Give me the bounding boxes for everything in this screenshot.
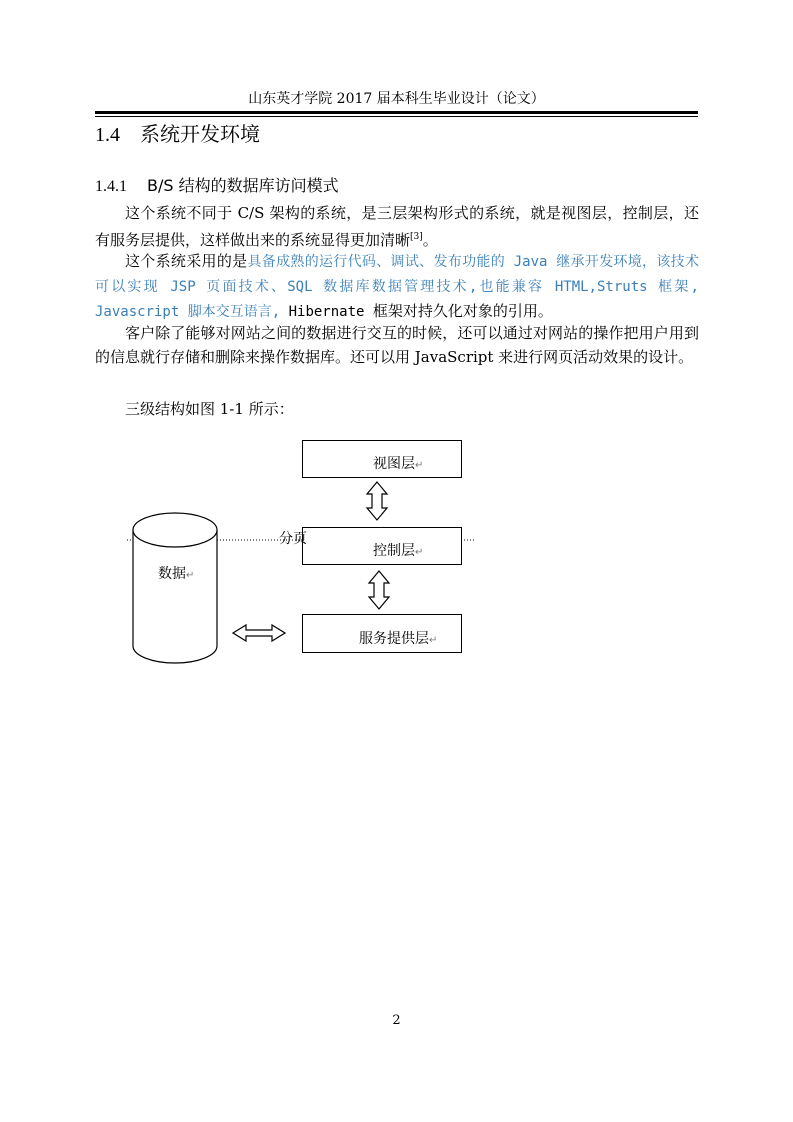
page-number: 2 xyxy=(392,1013,401,1028)
service-layer-label: 服务提供层 xyxy=(359,631,429,647)
database-cylinder xyxy=(133,513,217,663)
arrow-control-service xyxy=(369,571,389,609)
paragraph-1-end: 。 xyxy=(422,231,438,249)
page-header: 山东英才学院 2017 届本科生毕业设计（论文） xyxy=(248,91,545,107)
return-mark-icon: ↵ xyxy=(429,635,438,646)
database-label-text: 数据 xyxy=(158,566,186,582)
service-layer-box xyxy=(302,614,462,653)
paragraph-2-hibernate: Hibernate xyxy=(280,304,373,320)
database-label xyxy=(158,563,194,583)
paragraph-2-tail: 框架对持久化对象的引用。 xyxy=(372,302,553,320)
paragraph-1-text: 这个系统不同于 C/S 架构的系统，是三层架构形式的系统，就是视图层，控制层，还有服务层提供，这样做出来的系统显得更加清晰 xyxy=(95,204,699,249)
paragraph-4: 三级结构如图 1-1 所示： xyxy=(125,400,294,418)
arrow-db-service xyxy=(233,625,285,641)
view-layer-label: 视图层 xyxy=(373,456,415,472)
view-layer-box xyxy=(302,440,462,478)
return-mark-icon: ↵ xyxy=(415,547,424,558)
subsection-number: 1.4.1 xyxy=(95,178,127,195)
control-layer-label: 控制层 xyxy=(373,543,415,559)
return-mark-icon: ↵ xyxy=(186,570,195,581)
citation-ref: [3] xyxy=(410,232,423,242)
control-layer-box xyxy=(302,527,462,565)
section-number: 1.4 xyxy=(95,124,120,146)
return-mark-icon: ↵ xyxy=(415,460,424,471)
paragraph-2-highlight: 具备成熟的运行代码、调试、发布功能的 Java 继承开发环境，该技术可以实现 JSP 页面技术、SQL 数据库数据管理技术,也能兼容 HTML,Struts 框架, Javascript 脚本交互语言, xyxy=(95,254,699,320)
subsection-title: B/S 结构的数据库访问模式 xyxy=(147,176,339,195)
arrow-view-control xyxy=(367,482,387,520)
paragraph-3: 客户除了能够对网站之间的数据进行交互的时候，还可以通过对网站的操作把用户用到的信息就行存储和删除来操作数据库。还可以用 JavaScript 来进行网页活动效果的设计。 xyxy=(95,324,699,366)
section-title: 系统开发环境 xyxy=(140,122,260,146)
page-break-label: 分页 xyxy=(279,531,307,547)
paragraph-2-lead: 这个系统采用的是 xyxy=(125,252,248,270)
